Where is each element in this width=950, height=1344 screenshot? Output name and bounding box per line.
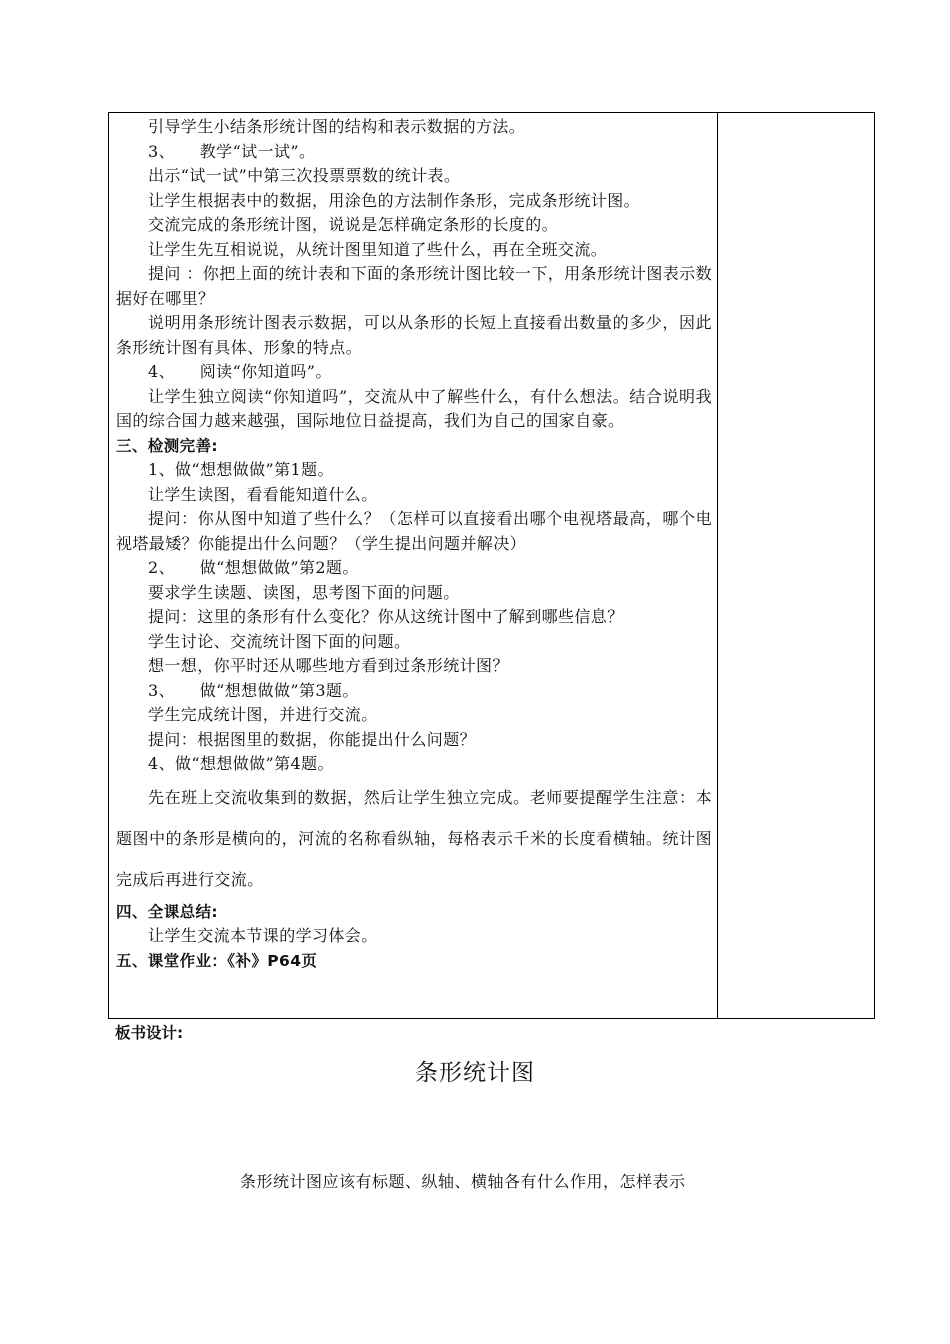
line: 3、 教学“试一试”。 — [148, 141, 316, 161]
section-heading: 四、全课总结: — [116, 902, 218, 921]
line: 1、做“想想做做”第1题。 — [148, 460, 334, 479]
line: 学生讨论、交流统计图下面的问题。 — [148, 631, 411, 651]
section-heading: 五、课堂作业：《补》P64页 — [116, 951, 318, 970]
line: 要求学生读题、读图，思考图下面的问题。 — [148, 582, 460, 602]
line: 学生完成统计图，并进行交流。 — [148, 705, 378, 724]
line: 3、 做“想想做做”第3题。 — [148, 680, 359, 700]
line: 引导学生小结条形统计图的结构和表示数据的方法。 — [148, 117, 526, 136]
line: 提问：这里的条形有什么变化？你从这统计图中了解到哪些信息？ — [148, 607, 624, 626]
line: 说明用条形统计图表示数据，可以从条形的长短上直接看出数量的多少，因此条形统计图有具体、形象的特点。 — [116, 313, 712, 357]
line: 让学生交流本节课的学习体会。 — [148, 926, 378, 945]
line: 让学生独立阅读“你知道吗”，交流从中了解些什么，有什么想法。结合说明我国的综合国力越来越强，国际地位日益提高，我们为自己的国家自豪。 — [116, 386, 712, 430]
line: 4、做“想想做做”第4题。 — [148, 754, 334, 773]
line: 先在班上交流收集到的数据，然后让学生独立完成。老师要提醒学生注意：本题图中的条形是横向的，河流的名称看纵轴，每格表示千米的长度看横轴。统计图完成后再进行交流。 — [116, 787, 712, 889]
line: 提问：根据图里的数据，你能提出什么问题？ — [148, 729, 477, 749]
board-text: 条形统计图应该有标题、纵轴、横轴各有什么作用，怎样表示 — [240, 1172, 686, 1191]
line: 让学生读图，看看能知道什么。 — [148, 484, 378, 504]
line: 提问 ：你把上面的统计表和下面的条形统计图比较一下，用条形统计图表示数据好在哪里？ — [116, 264, 712, 308]
line: 让学生根据表中的数据，用涂色的方法制作条形，完成条形统计图。 — [148, 190, 641, 210]
board-title: 条形统计图 — [415, 1060, 535, 1086]
line: 交流完成的条形统计图，说说是怎样确定条形的长度的。 — [148, 215, 559, 234]
section-heading: 三、检测完善: — [116, 436, 218, 455]
lesson-content — [116, 115, 712, 973]
line: 4、 阅读“你知道吗”。 — [148, 362, 332, 381]
lesson-table — [108, 112, 875, 1019]
column-divider — [717, 113, 718, 1018]
line: 2、 做“想想做做”第2题。 — [148, 558, 359, 577]
line: 让学生先互相说说，从统计图里知道了些什么，再在全班交流。 — [148, 239, 608, 259]
line: 想一想，你平时还从哪些地方看到过条形统计图？ — [148, 656, 509, 675]
line: 出示“试一试”中第三次投票票数的统计表。 — [148, 166, 461, 185]
line: 提问：你从图中知道了些什么？（怎样可以直接看出哪个电视塔最高，哪个电视塔最矮？你能提出什么问题？（学生提出问题并解决） — [116, 509, 712, 553]
board-design-label: 板书设计: — [115, 1024, 184, 1042]
